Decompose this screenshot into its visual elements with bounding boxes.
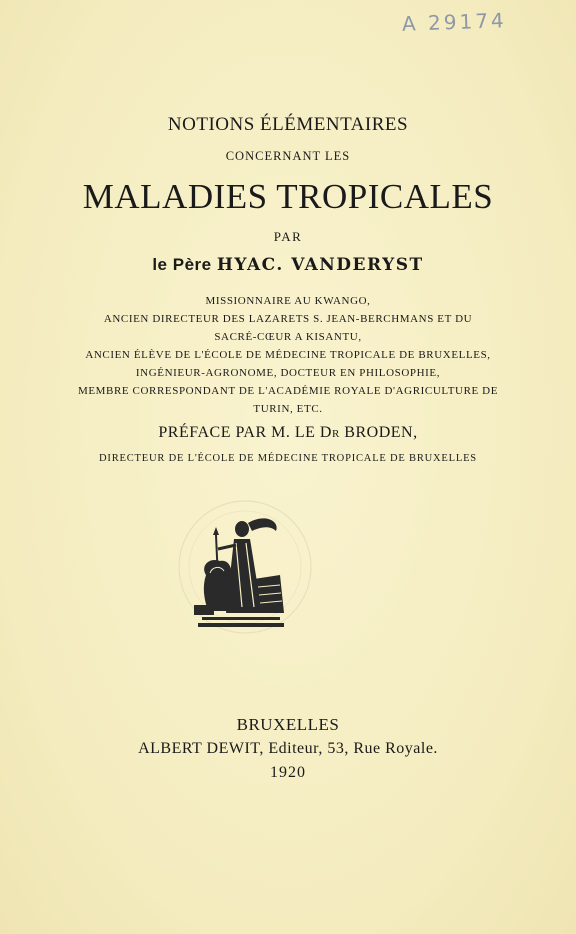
preface-name: BRODEN,: [339, 424, 418, 441]
preface-pre: PRÉFACE PAR M. LE D: [158, 424, 332, 441]
title-line-2: CONCERNANT LES: [225, 149, 351, 163]
publisher-line: ALBERT DEWIT, Editeur, 53, Rue Royale.: [138, 740, 438, 757]
author-title-6: MEMBRE CORRESPONDANT DE L'ACADÉMIE ROYALE D'AGRICULTURE DE: [77, 385, 499, 397]
by-label: PAR: [273, 229, 303, 244]
author-title-3: SACRÉ-CŒUR A KISANTU,: [214, 331, 362, 343]
preface-dr-suffix: R: [331, 428, 340, 440]
author-title-4: ANCIEN ÉLÈVE DE L'ÉCOLE DE MÉDECINE TROPICALE DE BRUXELLES,: [85, 349, 491, 361]
publisher-city: BRUXELLES: [236, 715, 340, 734]
author-prefix: le Père: [152, 255, 212, 274]
preface-line: [0, 424, 576, 442]
preface-role: DIRECTEUR DE L'ÉCOLE DE MÉDECINE TROPICALE DE BRUXELLES: [99, 453, 477, 464]
author-title-5: INGÉNIEUR-AGRONOME, DOCTEUR EN PHILOSOPHIE,: [135, 367, 441, 379]
author-line: [0, 255, 576, 275]
author-title-2: ANCIEN DIRECTEUR DES LAZARETS S. JEAN-BERCHMANS ET DU: [103, 313, 473, 325]
author-title-7: TURIN, ETC.: [253, 403, 323, 415]
author-name: HYAC. VANDERYST: [216, 255, 424, 275]
publisher-emblem-icon: [150, 495, 330, 645]
author-title-1: MISSIONNAIRE AU KWANGO,: [205, 295, 371, 307]
publication-year: 1920: [270, 764, 306, 781]
catalog-number-handwritten: A 29174: [401, 8, 508, 36]
main-title: MALADIES TROPICALES: [82, 177, 494, 216]
title-line-1: NOTIONS ÉLÉMENTAIRES: [167, 114, 409, 135]
